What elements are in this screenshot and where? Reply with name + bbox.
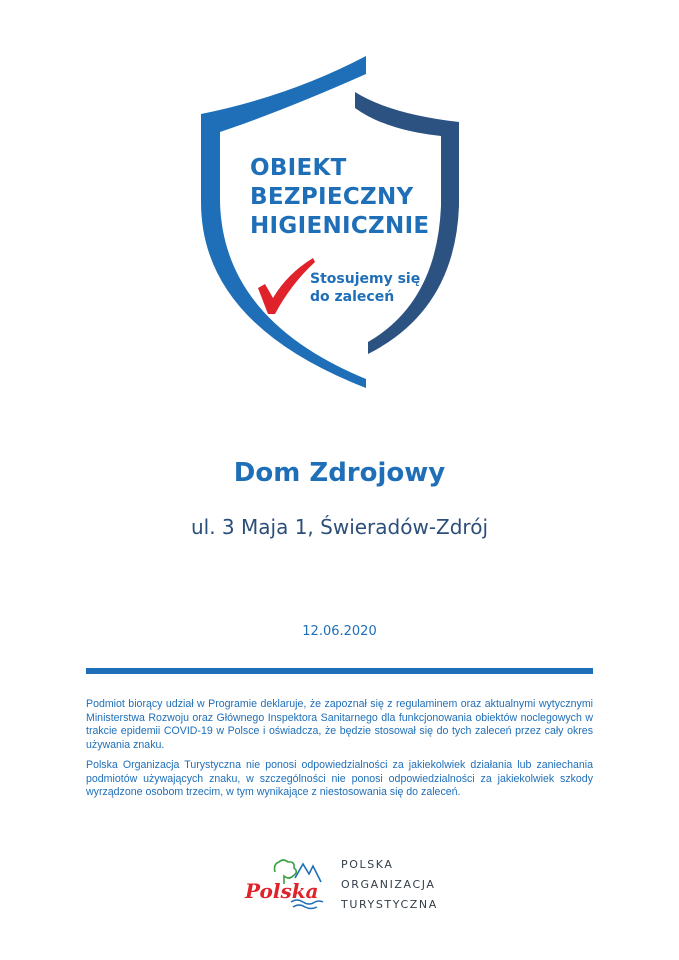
check-mark-icon xyxy=(258,258,315,314)
badge-subtitle-line-2: do zaleceń xyxy=(310,289,395,305)
polska-logo-icon xyxy=(243,858,331,912)
place-name: Dom Zdrojowy xyxy=(233,458,446,488)
badge-title-line-3: HIGIENICZNIE xyxy=(250,213,430,239)
org-name-line-3: TURYSTYCZNA xyxy=(341,898,438,911)
badge-subtitle-line-1: Stosujemy się xyxy=(310,271,421,287)
place-address: ul. 3 Maja 1, Świeradów-Zdrój xyxy=(190,515,489,539)
org-name-line-1: POLSKA xyxy=(341,858,394,871)
disclaimer-paragraph: Polska Organizacja Turystyczna nie ponosi odpowiedzialności za jakiekolwiek działania lub zaniechania podmiotów używających znaku, w szczególności nie ponosi odpowiedzialności za jakiekolwiek szkody wyrządzone osobom trzecim, w tym wynikające z niestosowania się do zaleceń. xyxy=(86,759,593,799)
badge-title-line-2: BEZPIECZNY xyxy=(250,184,414,210)
issue-date: 12.06.2020 xyxy=(302,624,377,639)
logo-mark-text: Polska xyxy=(245,879,319,903)
declaration-paragraph: Podmiot biorący udział w Programie deklaruje, że zapoznał się z regulaminem oraz aktualnymi wytycznymi Ministerstwa Rozwoju oraz Głównego Inspektora Sanitarnego dla funkcjonowania obiektów noclegowych w trakcie epidemii COVID-19 w Polsce i oświadcza, że będzie stosował się do tych zaleceń przez cały okres używania znaku. xyxy=(86,698,593,751)
badge-title-line-1: OBIEKT xyxy=(250,155,347,181)
divider xyxy=(86,668,593,674)
org-name-line-2: ORGANIZACJA xyxy=(341,878,436,891)
